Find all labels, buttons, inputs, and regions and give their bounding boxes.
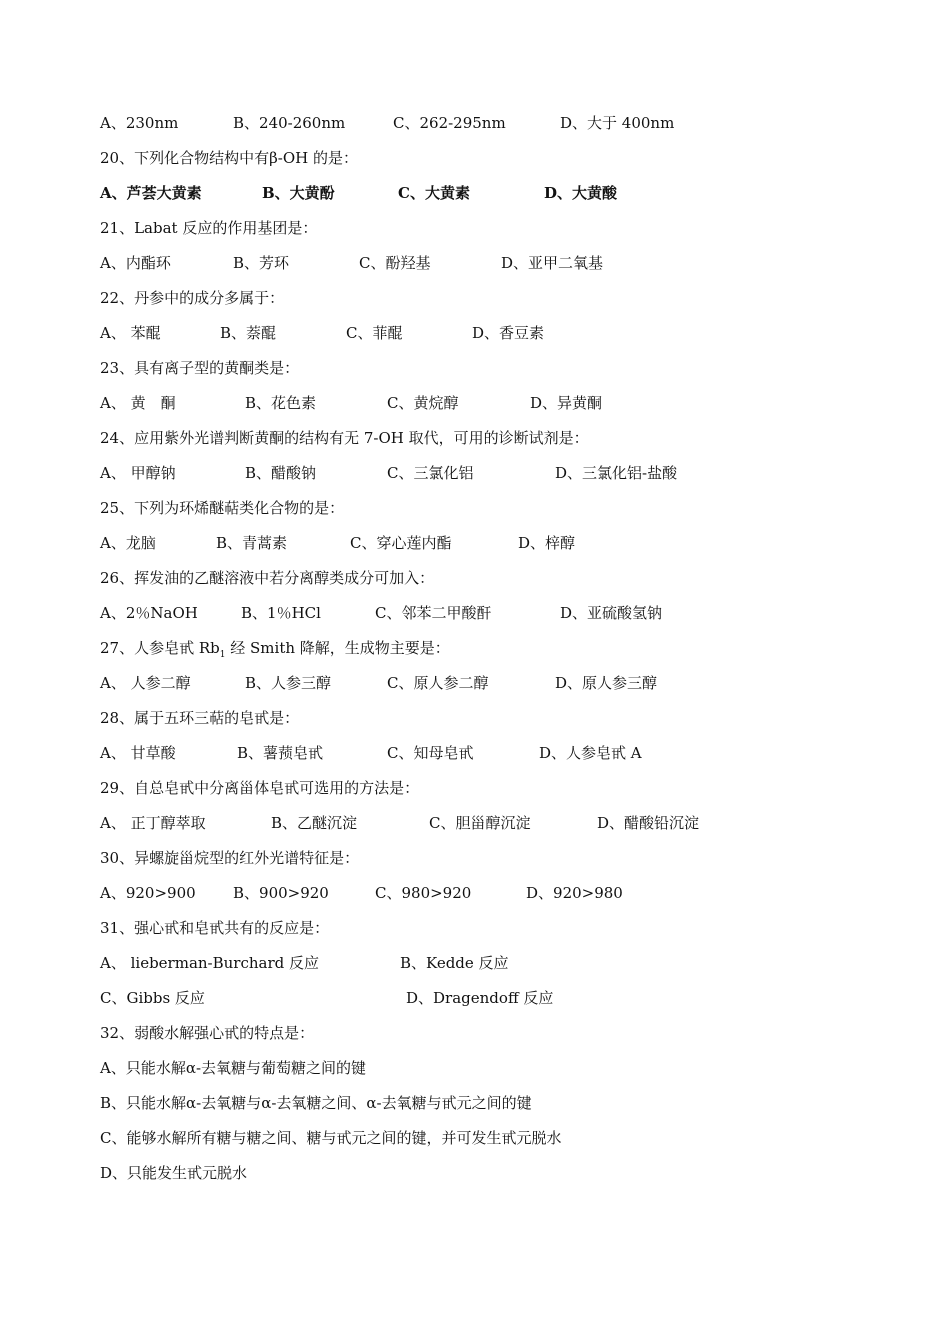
q31-stem: 31、强心甙和皂甙共有的反应是： bbox=[100, 919, 330, 937]
q31-option-c: C、Gibbs 反应 bbox=[100, 989, 205, 1007]
q20-option-b: B、大黄酚 bbox=[262, 184, 335, 202]
q23-option-d: D、异黄酮 bbox=[530, 394, 603, 412]
q24-option-b: B、醋酸钠 bbox=[245, 464, 317, 482]
q22-option-a: A、 苯醌 bbox=[100, 324, 161, 342]
q31-option-a: A、 lieberman-Burchard 反应 bbox=[100, 954, 320, 972]
q20-option-c: C、大黄素 bbox=[398, 184, 470, 202]
q27-option-b: B、人参三醇 bbox=[245, 674, 332, 692]
q28-option-b: B、薯蓣皂甙 bbox=[237, 744, 324, 762]
q19-option-b: B、240-260nm bbox=[233, 114, 346, 132]
q21-option-d: D、亚甲二氧基 bbox=[501, 254, 604, 272]
q28-option-d: D、人参皂甙 A bbox=[539, 744, 642, 762]
q20-option-a: A、芦荟大黄素 bbox=[100, 184, 202, 202]
q25-stem: 25、下列为环烯醚萜类化合物的是： bbox=[100, 499, 345, 517]
q20-stem: 20、下列化合物结构中有β-OH 的是： bbox=[100, 149, 358, 167]
q31-option-d: D、Dragendoff 反应 bbox=[406, 989, 554, 1007]
q20-option-d: D、大黄酸 bbox=[544, 184, 618, 202]
q32-stem: 32、弱酸水解强心甙的特点是： bbox=[100, 1024, 315, 1042]
q22-option-b: B、萘醌 bbox=[220, 324, 277, 342]
q27-option-d: D、原人参三醇 bbox=[555, 674, 658, 692]
q27-stem-text: 27、人参皂甙 Rb bbox=[100, 639, 220, 657]
q24-option-c: C、三氯化铝 bbox=[387, 464, 474, 482]
q25-option-d: D、梓醇 bbox=[518, 534, 576, 552]
q24-option-a: A、 甲醇钠 bbox=[100, 464, 176, 482]
q21-option-b: B、芳环 bbox=[233, 254, 290, 272]
q28-option-c: C、知母皂甙 bbox=[387, 744, 474, 762]
q29-option-a: A、 正丁醇萃取 bbox=[100, 814, 206, 832]
q19-option-c: C、262-295nm bbox=[393, 114, 506, 132]
q27-stem-subscript: 1 bbox=[219, 650, 226, 660]
q23-stem: 23、具有离子型的黄酮类是： bbox=[100, 359, 300, 377]
q27-option-c: C、原人参二醇 bbox=[387, 674, 489, 692]
q23-option-a: A、 黄 酮 bbox=[100, 394, 176, 412]
q28-option-a: A、 甘草酸 bbox=[100, 744, 176, 762]
q22-option-d: D、香豆素 bbox=[472, 324, 545, 342]
q26-option-d: D、亚硫酸氢钠 bbox=[560, 604, 663, 622]
q25-option-a: A、龙脑 bbox=[100, 534, 156, 552]
q26-option-b: B、1％HCl bbox=[241, 604, 321, 622]
q31-option-b: B、Kedde 反应 bbox=[400, 954, 509, 972]
q27-stem bbox=[100, 638, 450, 665]
q23-option-c: C、黄烷醇 bbox=[387, 394, 459, 412]
q19-option-a: A、230nm bbox=[100, 114, 179, 132]
q27-stem-text-rest: 经 Smith 降解，生成物主要是： bbox=[225, 639, 450, 657]
q32-option-b: B、只能水解α-去氧糖与α-去氧糖之间、α-去氧糖与甙元之间的键 bbox=[100, 1094, 532, 1112]
q22-stem: 22、丹参中的成分多属于： bbox=[100, 289, 285, 307]
q29-stem: 29、自总皂甙中分离甾体皂甙可选用的方法是： bbox=[100, 779, 420, 797]
q26-option-c: C、邻苯二甲酸酐 bbox=[375, 604, 492, 622]
q32-option-d: D、只能发生甙元脱水 bbox=[100, 1164, 248, 1182]
q19-option-d: D、大于 400nm bbox=[560, 114, 675, 132]
q21-stem: 21、Labat 反应的作用基团是： bbox=[100, 219, 318, 237]
q30-option-d: D、920>980 bbox=[526, 884, 623, 902]
q29-option-c: C、胆甾醇沉淀 bbox=[429, 814, 531, 832]
q26-stem: 26、挥发油的乙醚溶液中若分离醇类成分可加入： bbox=[100, 569, 435, 587]
q29-option-b: B、乙醚沉淀 bbox=[271, 814, 358, 832]
q26-option-a: A、2％NaOH bbox=[100, 604, 198, 622]
q32-option-a: A、只能水解α-去氧糖与葡萄糖之间的键 bbox=[100, 1059, 367, 1077]
q24-option-d: D、三氯化铝-盐酸 bbox=[555, 464, 678, 482]
q32-option-c: C、能够水解所有糖与糖之间、糖与甙元之间的键，并可发生甙元脱水 bbox=[100, 1129, 562, 1147]
q23-option-b: B、花色素 bbox=[245, 394, 317, 412]
q24-stem: 24、应用紫外光谱判断黄酮的结构有无 7-OH 取代，可用的诊断试剂是： bbox=[100, 429, 589, 447]
q25-option-c: C、穿心莲内酯 bbox=[350, 534, 452, 552]
q22-option-c: C、菲醌 bbox=[346, 324, 403, 342]
q30-option-b: B、900>920 bbox=[233, 884, 329, 902]
q27-option-a: A、 人参二醇 bbox=[100, 674, 191, 692]
q28-stem: 28、属于五环三萜的皂甙是： bbox=[100, 709, 300, 727]
q30-stem: 30、异螺旋甾烷型的红外光谱特征是： bbox=[100, 849, 360, 867]
q30-option-a: A、920>900 bbox=[100, 884, 196, 902]
q21-option-c: C、酚羟基 bbox=[359, 254, 431, 272]
q30-option-c: C、980>920 bbox=[375, 884, 472, 902]
q29-option-d: D、醋酸铅沉淀 bbox=[597, 814, 700, 832]
q21-option-a: A、内酯环 bbox=[100, 254, 171, 272]
q25-option-b: B、青蒿素 bbox=[216, 534, 288, 552]
